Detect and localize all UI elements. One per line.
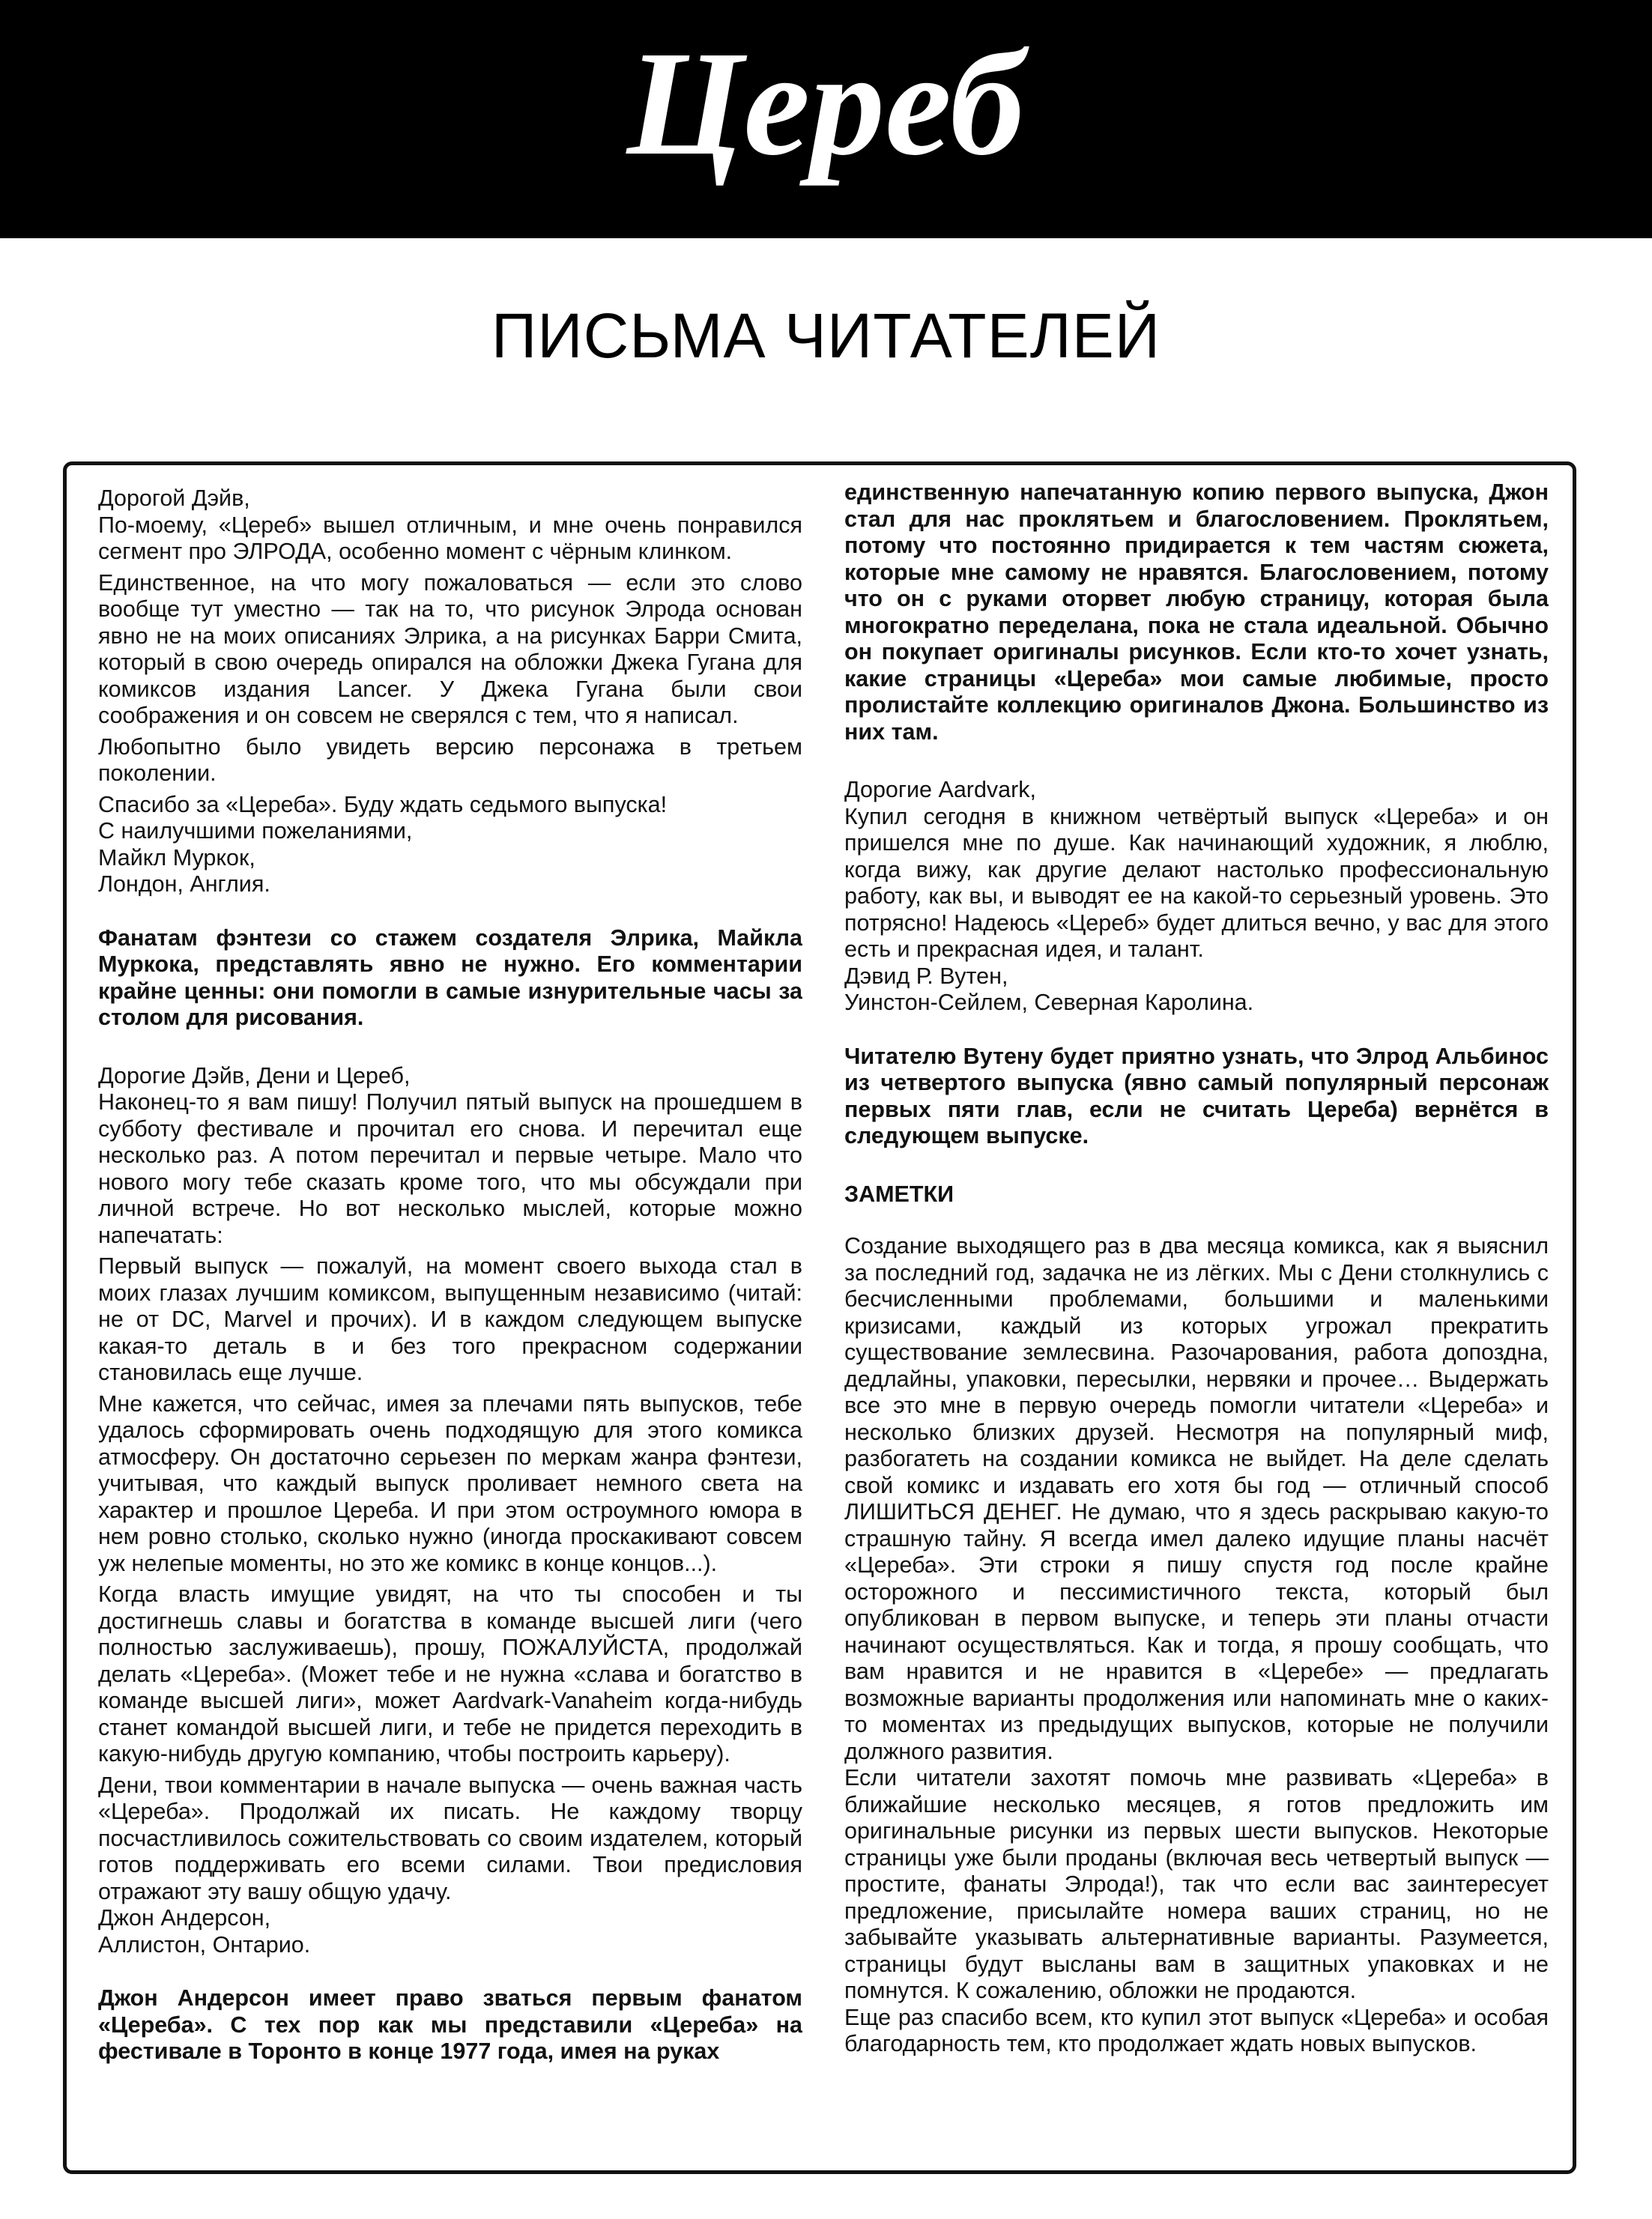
spacer xyxy=(844,1154,1549,1181)
letter-closing: С наилучшими пожеланиями, xyxy=(98,818,413,844)
notes-paragraph: Создание выходящего раз в два месяца комикса, как я выяснил за последний год, задачка не из лёгких. Мы с Дени столкнулись с бесчисленными проблемами, большими и маленькими кризисами, каждый из которых угрожал прекратить существование землесвина. Разочарования, работа допоздна, дедлайны, упаковки, пересылки, нервяки и прочее… Выдержать все это мне в первую очередь помогли читатели «Цереба» и несколько близких друзей. Несмотря на популярный миф, разбогатеть на создании комикса не выйдет. На деле сделать свой комикс и издавать его хотя бы год — отличный способ ЛИШИТЬСЯ ДЕНЕГ. Не думаю, что я здесь раскрываю какую-то страшную тайну. Я всегда имел далеко идущие планы насчёт «Цереба». Эти строки я пишу спустя год после крайне осторожного и пессимистичного текста, который был опубликован в первом выпуске, и теперь эти планы отчасти начинают осуществляться. Как и тогда, я прошу сообщать, что вам нравится и не нравится в «Церебе» — предлагать возможные варианты продолжения или напоминать мне о каких-то моментах из предыдущих выпусков, которые не получили должного развития. xyxy=(844,1233,1549,1764)
editor-reply: Фанатам фэнтези со стажем создателя Элрика, Майкла Муркока, представлять явно не нужно. Его комментарии крайне ценны: они помогли в самые изнурительные часы за столом для рисования. xyxy=(98,924,802,1030)
notes-paragraph: Если читатели захотят помочь мне развивать «Цереба» в ближайшие несколько месяцев, я готов предложить им оригинальные рисунки из первых шести выпусков. Некоторые страницы уже были проданы (включая весь четвертый выпуск — простите, фанаты Элрода!), так что если вас заинтересует предложение, присылайте номера ваших страниц, но не забывайте указывать альтернативные варианты. Разумеется, страницы будут высланы вам в защитных упаковках и не помнутся. К сожалению, обложки не продаются. xyxy=(844,1765,1549,2003)
letter-paragraph: Спасибо за «Цереба». Буду ждать седьмого выпуска! xyxy=(98,791,668,817)
spacer xyxy=(98,1036,802,1063)
page-title: ПИСЬМА ЧИТАТЕЛЕЙ xyxy=(491,300,1161,371)
editor-reply: Читателю Вутену будет приятно узнать, что Элрод Альбинос из четвертого выпуска (явно самый популярный персонаж первых пяти глав, если не считать Цереба) вернётся в следующем выпуске. xyxy=(844,1043,1549,1148)
letter-paragraph: По-моему, «Цереб» вышел отличным, и мне очень понравился сегмент про ЭЛРОДА, особенно момент с чёрным клинком. xyxy=(98,512,802,564)
letter-paragraph: Наконец-то я вам пишу! Получил пятый выпуск на прошедшем в субботу фестивале и прочитал его снова. И перечитал еще несколько раз. А потом перечитал и первые четыре. Мало что нового могу тебе сказать кроме того, что мы обсуждали при личной встрече. Но вот несколько мыслей, которые можно напечатать: xyxy=(98,1089,802,1248)
letter-salutation: Дорогие Aardvark, xyxy=(844,777,1037,802)
letter-paragraph: Купил сегодня в книжном четвёртый выпуск «Цереба» и он пришелся мне по душе. Как начинающий художник, я люблю, когда вижу, как другие делают настолько профессиональную работу, как вы, и выводят ее на какой-то серьезный уровень. Это потрясно! Надеюсь «Цереб» будет длиться вечно, у вас для этого есть и прекрасная идея, и талант. xyxy=(844,803,1549,962)
letter-paragraph: Дени, твои комментарии в начале выпуска — очень важная часть «Цереба». Продолжай их писать. Не каждому творцу посчастливилось сожительствовать со своим издателем, который готов поддерживать его всеми силами. Твои предисловия отражают эту вашу общую удачу. xyxy=(98,1772,802,1904)
letter-location: Аллистон, Онтарио. xyxy=(98,1931,311,1958)
letter-location: Лондон, Англия. xyxy=(98,871,270,897)
letter-signature: Майкл Муркок, xyxy=(98,844,255,871)
letter-paragraph: Любопытно было увидеть версию персонажа в третьем поколении. xyxy=(98,733,802,786)
letter-salutation: Дорогой Дэйв, xyxy=(98,485,250,511)
cerebus-logo xyxy=(0,0,1652,238)
left-column xyxy=(98,485,802,2161)
letter-paragraph: Когда власть имущие увидят, на что ты способен и ты достигнешь славы и богатства в команде высшей лиги (чего полностью заслуживаешь), прошу, ПОЖАЛУЙСТА, продолжай делать «Цереба». (Может тебе и не нужна «слава и богатство в команде высшей лиги», может Aardvark-Vanaheim когда-нибудь станет командой высшей лиги, и тебе не придется переходить в какую-нибудь другую компанию, чтобы построить карьеру). xyxy=(98,1581,802,1767)
spacer xyxy=(844,1017,1549,1044)
letter-signature: Дэвид Р. Вутен, xyxy=(844,963,1008,989)
spacer xyxy=(98,898,802,925)
spacer xyxy=(98,1958,802,1985)
letter-signature: Джон Андерсон, xyxy=(98,1905,271,1931)
letter-paragraph: Единственное, на что могу пожаловаться — если это слово вообще тут уместно — так на то, что рисунок Элрода основан явно не на моих описаниях Элрика, а на рисунках Барри Смита, который в свою очередь опирался на обложки Джека Гугана для комиксов издания Lancer. У Джека Гугана были свои соображения и он совсем не сверялся с тем, что я написал. xyxy=(98,569,802,728)
letter-location: Уинстон-Сейлем, Северная Каролина. xyxy=(844,990,1254,1015)
right-column xyxy=(844,479,1549,2155)
editor-reply: Джон Андерсон имеет право зваться первым фанатом «Цереба». С тех пор как мы представили «Цереба» на фестивале в Торонто в конце 1977 года, имея на руках xyxy=(98,1985,802,2064)
notes-paragraph: Еще раз спасибо всем, кто купил этот выпуск «Цереба» и особая благодарность тем, кто продолжает ждать новых выпусков. xyxy=(844,2004,1549,2056)
letter-paragraph: Мне кажется, что сейчас, имея за плечами пять выпусков, тебе удалось сформировать очень подходящую для этого комикса атмосферу. Он достаточно серьезен по меркам жанра фэнтези, учитывая, что каждый выпуск проливает немного света на характер и прошлое Цереба. И при этом остроумного юмора в нем ровно столько, сколько нужно (иногда проскакивают совсем уж нелепые моменты, но это же комикс в конце концов...). xyxy=(98,1390,802,1576)
letter-salutation: Дорогие Дэйв, Дени и Цереб, xyxy=(98,1062,411,1089)
logo-text: Цереб xyxy=(626,21,1025,187)
letter-paragraph: Первый выпуск — пожалуй, на момент своего выхода стал в моих глазах лучшим комиксом, выпущенным независимо (читай: не от DC, Marvel и прочих). И в каждом следующем выпуске какая-то деталь в и без того прекрасном содержании становилась еще лучше. xyxy=(98,1253,802,1385)
spacer xyxy=(844,750,1549,777)
header-banner xyxy=(0,0,1652,238)
editor-reply: единственную напечатанную копию первого выпуска, Джон стал для нас проклятьем и благословением. Проклятьем, потому что постоянно придирается к тем частям сюжета, которые мне самому не нравятся. Благословением, потому что он с руками оторвет любую страницу, которая была многократно переделана, пока не стала идеальной. Обычно он покупает оригиналы рисунков. Если кто-то хочет узнать, какие страницы «Цереба» мои самые любимые, просто пролистайте коллекцию оригиналов Джона. Большинство из них там. xyxy=(844,479,1549,745)
notes-heading: ЗАМЕТКИ xyxy=(844,1181,954,1207)
